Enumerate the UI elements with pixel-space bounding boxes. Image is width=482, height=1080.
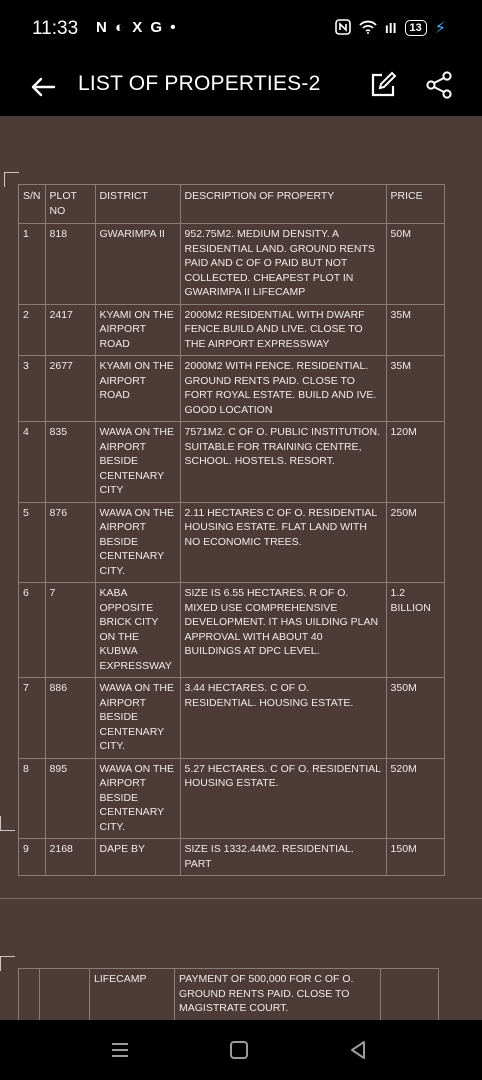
properties-table: [18, 184, 445, 876]
cell-plot: 835: [45, 422, 95, 503]
table-row: [19, 678, 445, 759]
cell-description: PAYMENT OF 500,000 FOR C OF O. GROUND RENTS PAID. CLOSE TO MAGISTRATE COURT.: [175, 969, 381, 1021]
cell-price: [381, 969, 439, 1021]
cell-sn: 9: [19, 839, 46, 876]
cell-price: 1.2 BILLION: [386, 583, 444, 678]
app-bar: [0, 58, 482, 116]
cell-price: 350M: [386, 678, 444, 759]
cell-plot: 818: [45, 224, 95, 305]
cell-district: WAWA ON THE AIRPORT BESIDE CENTENARY CITY.: [95, 758, 180, 839]
header-price: PRICE: [386, 185, 444, 224]
cell-sn: 1: [19, 224, 46, 305]
cell-sn: [19, 969, 40, 1021]
cell-plot: [40, 969, 90, 1021]
header-sn: S/N: [19, 185, 46, 224]
properties-table-continued: [18, 968, 439, 1020]
page-title: LIST OF PROPERTIES-2: [78, 72, 321, 95]
table-row: [19, 422, 445, 503]
crop-mark: [0, 816, 15, 831]
cell-district: DAPE BY: [95, 839, 180, 876]
notification-icons: N ◐ X G •: [96, 19, 178, 36]
recents-menu-icon[interactable]: [108, 1038, 132, 1062]
cell-description: 2000M2 RESIDENTIAL WITH DWARF FENCE.BUILD AND LIVE. CLOSE TO THE AIRPORT EXPRESSWAY: [180, 304, 386, 356]
cell-price: 520M: [386, 758, 444, 839]
home-icon[interactable]: [227, 1038, 251, 1062]
table-row: [19, 224, 445, 305]
cell-sn: 7: [19, 678, 46, 759]
crop-mark: [4, 172, 19, 187]
edit-icon[interactable]: [368, 70, 398, 100]
wifi-icon: [359, 20, 377, 37]
cell-description: 952.75M2. MEDIUM DENSITY. A RESIDENTIAL LAND. GROUND RENTS PAID AND C OF O PAID BUT NOT COLLECTED. CHEAPEST PLOT IN GWARIMPA II LIFECAMP: [180, 224, 386, 305]
back-arrow-icon[interactable]: [26, 70, 60, 104]
share-icon[interactable]: [424, 70, 454, 100]
cell-district: WAWA ON THE AIRPORT BESIDE CENTENARY CITY.: [95, 678, 180, 759]
cell-description: 2000M2 WITH FENCE. RESIDENTIAL. GROUND RENTS PAID. CLOSE TO FORT ROYAL ESTATE. BUILD AND IVE. GOOD LOCATION: [180, 356, 386, 422]
status-right: [335, 18, 446, 38]
cell-price: 250M: [386, 502, 444, 583]
navigation-bar: [0, 1020, 482, 1080]
cell-sn: 4: [19, 422, 46, 503]
header-plot-no: PLOT NO: [45, 185, 95, 224]
table-row: [19, 304, 445, 356]
cell-description: 2.11 HECTARES C OF O. RESIDENTIAL HOUSING ESTATE. FLAT LAND WITH NO ECONOMIC TREES.: [180, 502, 386, 583]
cell-district: WAWA ON THE AIRPORT BESIDE CENTENARY CITY.: [95, 502, 180, 583]
cell-district: WAWA ON THE AIRPORT BESIDE CENTENARY CITY: [95, 422, 180, 503]
cell-price: 35M: [386, 304, 444, 356]
cell-description: 5.27 HECTARES. C OF O. RESIDENTIAL HOUSING ESTATE.: [180, 758, 386, 839]
cell-price: 150M: [386, 839, 444, 876]
cell-description: 3.44 HECTARES. C OF O. RESIDENTIAL. HOUSING ESTATE.: [180, 678, 386, 759]
cell-plot: 895: [45, 758, 95, 839]
cell-price: 35M: [386, 356, 444, 422]
status-bar: [0, 0, 482, 58]
cell-plot: 876: [45, 502, 95, 583]
table-row: [19, 839, 445, 876]
cell-sn: 6: [19, 583, 46, 678]
table-row: [19, 969, 439, 1021]
cell-district: KYAMI ON THE AIRPORT ROAD: [95, 356, 180, 422]
cell-plot: 7: [45, 583, 95, 678]
status-time: 11:33: [32, 18, 79, 39]
charging-icon: ⚡: [434, 20, 446, 37]
page-divider: [0, 898, 482, 899]
document-view[interactable]: [0, 116, 482, 1020]
cell-plot: 886: [45, 678, 95, 759]
nfc-icon: [335, 19, 351, 38]
cell-price: 50M: [386, 224, 444, 305]
cell-sn: 5: [19, 502, 46, 583]
cell-district: LIFECAMP: [90, 969, 175, 1021]
cell-plot: 2417: [45, 304, 95, 356]
cell-description: SIZE IS 1332.44M2. RESIDENTIAL. PART: [180, 839, 386, 876]
cell-description: SIZE IS 6.55 HECTARES. R OF O. MIXED USE COMPREHENSIVE DEVELOPMENT. IT HAS UILDING PLAN APPROVAL WITH ABOUT 40 BUILDINGS AT DPC LEVEL.: [180, 583, 386, 678]
cell-sn: 8: [19, 758, 46, 839]
table-row: [19, 758, 445, 839]
cell-sn: 3: [19, 356, 46, 422]
battery-icon: 13: [405, 20, 427, 36]
table-row: [19, 356, 445, 422]
table-row: [19, 583, 445, 678]
cell-plot: 2677: [45, 356, 95, 422]
table-header-row: [19, 185, 445, 224]
crop-mark: [0, 956, 15, 971]
cell-sn: 2: [19, 304, 46, 356]
cell-price: 120M: [386, 422, 444, 503]
signal-icon: ıll: [384, 20, 397, 36]
header-district: DISTRICT: [95, 185, 180, 224]
cell-district: KABA OPPOSITE BRICK CITY ON THE KUBWA EXPRESSWAY: [95, 583, 180, 678]
cell-district: GWARIMPA II: [95, 224, 180, 305]
cell-plot: 2168: [45, 839, 95, 876]
header-description: DESCRIPTION OF PROPERTY: [180, 185, 386, 224]
cell-district: KYAMI ON THE AIRPORT ROAD: [95, 304, 180, 356]
back-triangle-icon[interactable]: [346, 1038, 370, 1062]
table-row: [19, 502, 445, 583]
cell-description: 7571M2. C OF O. PUBLIC INSTITUTION. SUITABLE FOR TRAINING CENTRE, SCHOOL. HOSTELS. RESORT.: [180, 422, 386, 503]
